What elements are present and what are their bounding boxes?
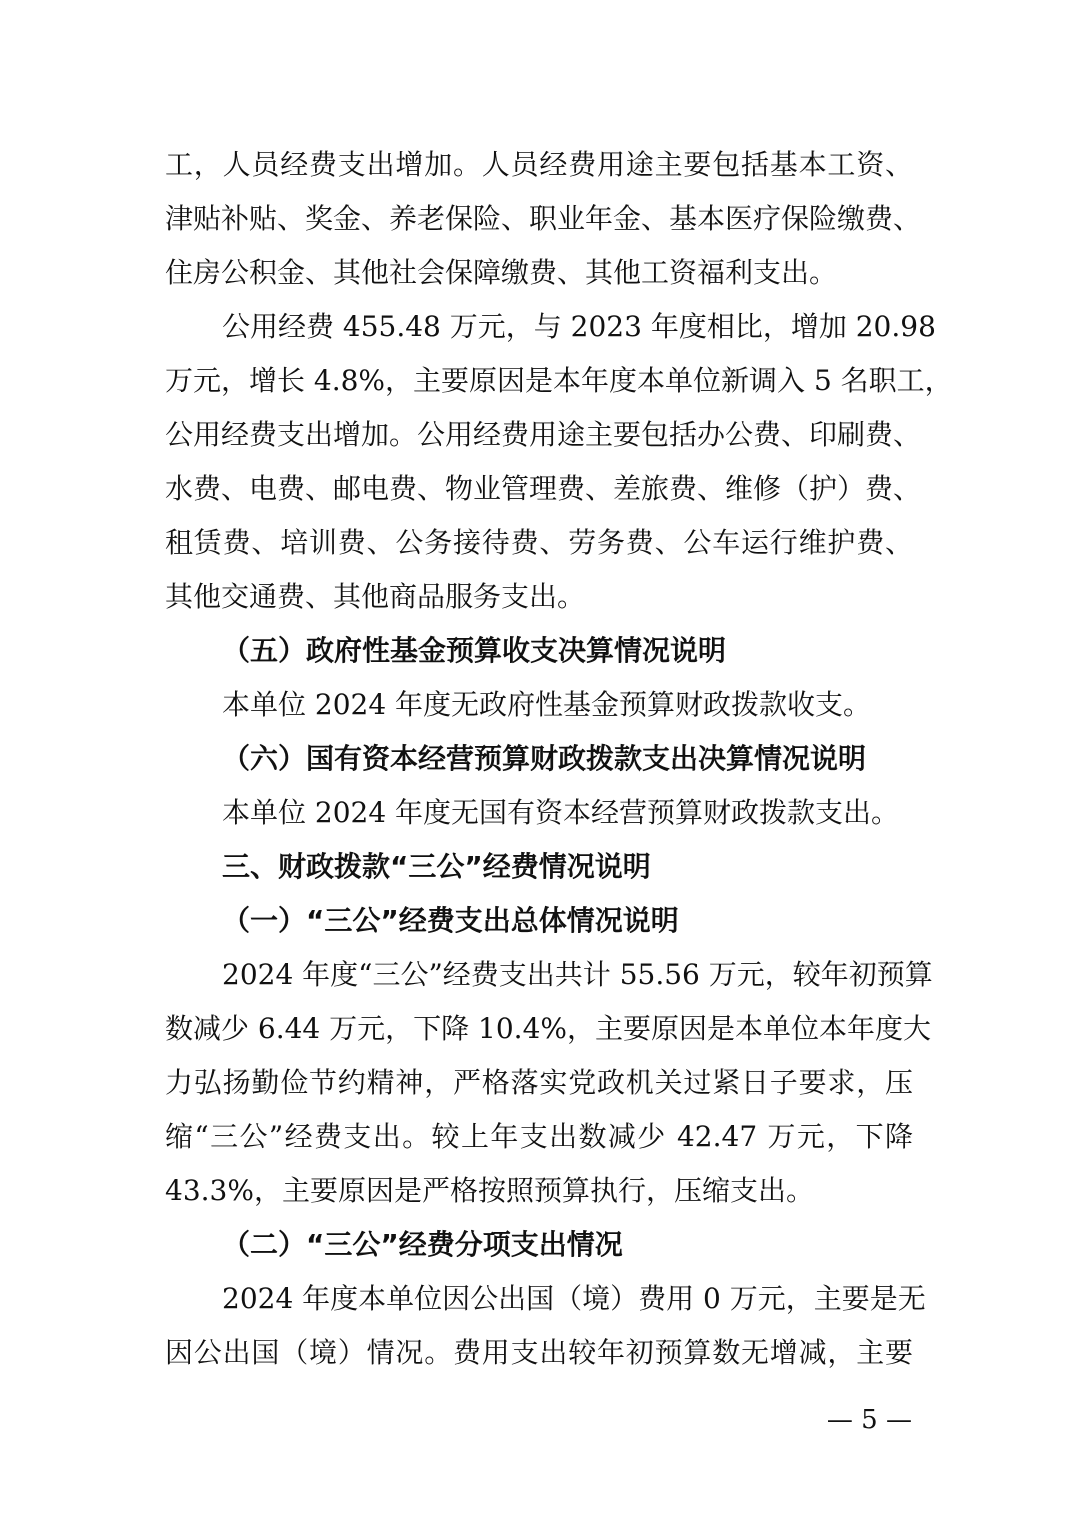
- paragraph-first-line: 本单位 2024 年度无国有资本经营预算财政拨款支出。: [222, 796, 900, 829]
- section-heading-5: （五）政府性基金预算收支决算情况说明: [222, 634, 727, 667]
- paragraph-first-line: 公用经费 455.48 万元，与 2023 年度相比，增加 20.98: [222, 310, 936, 343]
- body-line: 工，人员经费支出增加。人员经费用途主要包括基本工资、: [165, 148, 913, 181]
- body-line: 其他交通费、其他商品服务支出。: [165, 580, 586, 613]
- chapter-heading-3: 三、财政拨款“三公”经费情况说明: [222, 850, 651, 883]
- section-heading-1: （一）“三公”经费支出总体情况说明: [222, 904, 679, 937]
- body-line: 万元，增长 4.8%，主要原因是本年度本单位新调入 5 名职工，: [165, 364, 953, 397]
- page-number: — 5 —: [826, 1405, 912, 1435]
- body-line: 住房公积金、其他社会保障缴费、其他工资福利支出。: [165, 256, 838, 289]
- body-line: 津贴补贴、奖金、养老保险、职业年金、基本医疗保险缴费、: [165, 202, 922, 235]
- body-line: 租赁费、培训费、公务接待费、劳务费、公车运行维护费、: [165, 526, 913, 559]
- section-heading-6: （六）国有资本经营预算财政拨款支出决算情况说明: [222, 742, 867, 775]
- section-heading-2: （二）“三公”经费分项支出情况: [222, 1228, 623, 1261]
- body-line: 力弘扬勤俭节约精神，严格落实党政机关过紧日子要求，压: [165, 1066, 913, 1099]
- body-line: 公用经费支出增加。公用经费用途主要包括办公费、印刷费、: [165, 418, 922, 451]
- paragraph-first-line: 2024 年度“三公”经费支出共计 55.56 万元，较年初预算: [222, 958, 933, 991]
- body-line: 缩“三公”经费支出。较上年支出数减少 42.47 万元，下降: [165, 1120, 913, 1153]
- paragraph-first-line: 2024 年度本单位因公出国（境）费用 0 万元，主要是无: [222, 1282, 926, 1315]
- body-line: 43.3%，主要原因是严格按照预算执行，压缩支出。: [165, 1174, 814, 1207]
- body-line: 数减少 6.44 万元，下降 10.4%，主要原因是本单位本年度大: [165, 1012, 931, 1045]
- body-line: 因公出国（境）情况。费用支出较年初预算数无增减，主要: [165, 1336, 913, 1369]
- paragraph-first-line: 本单位 2024 年度无政府性基金预算财政拨款收支。: [222, 688, 872, 721]
- body-line: 水费、电费、邮电费、物业管理费、差旅费、维修（护）费、: [165, 472, 922, 505]
